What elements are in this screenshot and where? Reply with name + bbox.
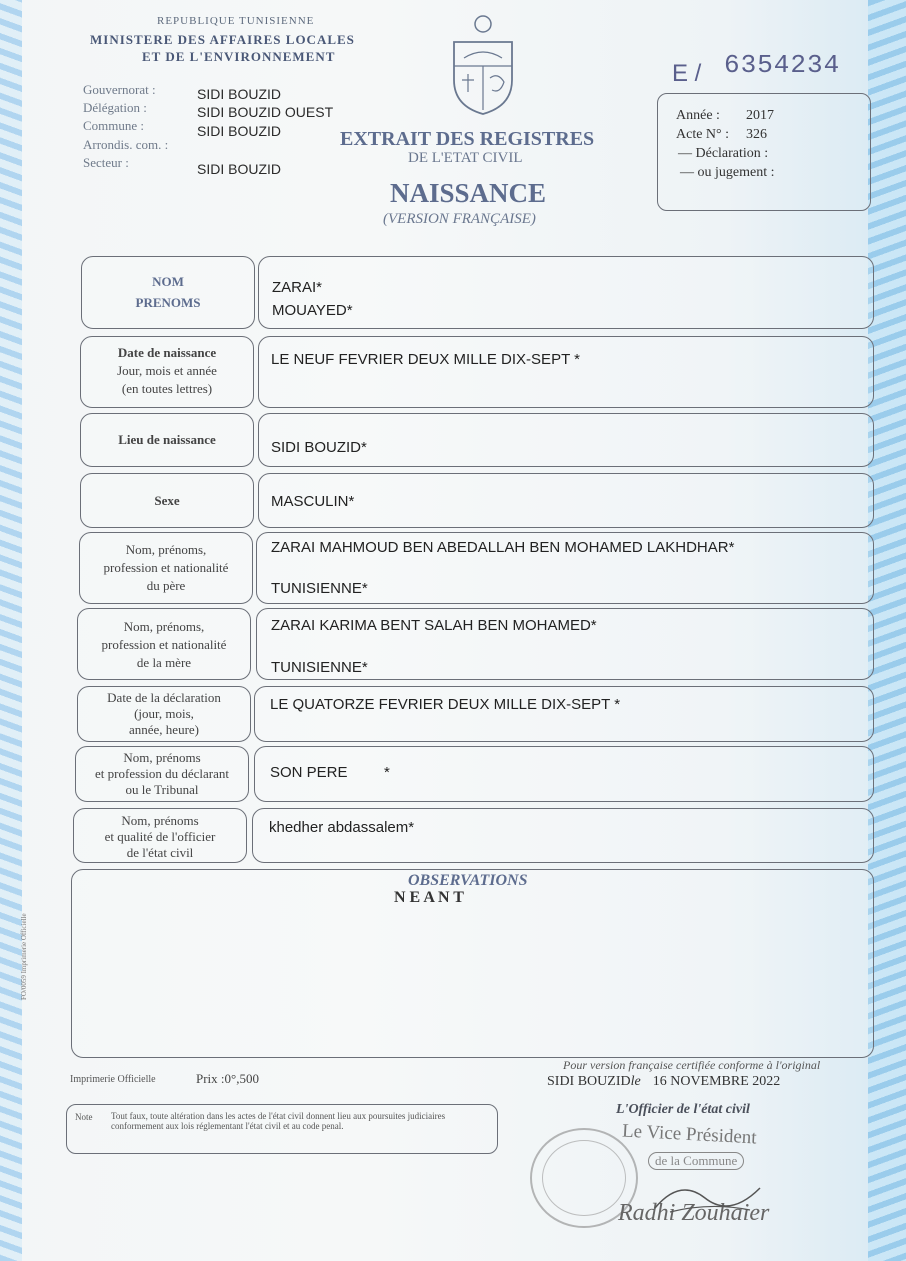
date-naissance-sublabel2: (en toutes lettres) xyxy=(121,381,213,396)
declaration-value-box xyxy=(254,686,874,742)
handwritten-signature-icon xyxy=(650,1168,770,1218)
declarant-label2: et profession du déclarant xyxy=(95,766,229,781)
serial-prefix: E / xyxy=(672,60,702,87)
declaration-value: LE QUATORZE FEVRIER DEUX MILLE DIX-SEPT * xyxy=(270,696,621,713)
delegation-value: SIDI BOUZID OUEST xyxy=(197,104,334,120)
officier-label2: et qualité de l'officier xyxy=(104,829,216,844)
mere-label3: de la mère xyxy=(136,655,192,670)
jugement-label: — ou jugement : xyxy=(680,165,775,180)
note-label: Note xyxy=(75,1112,93,1122)
decorative-left-edge xyxy=(0,0,22,1261)
side-print-text: FO/0059 Imprimerie Officielle xyxy=(20,913,28,1000)
officier-value-box xyxy=(252,808,874,863)
pere-label2: profession et nationalité xyxy=(103,560,229,575)
officier-label1: Nom, prénoms xyxy=(121,813,199,828)
sexe-label: Sexe xyxy=(154,493,180,508)
declarant-label1: Nom, prénoms xyxy=(123,750,201,765)
imprimerie-label: Imprimerie Officielle xyxy=(70,1074,156,1085)
prenoms-value: MOUAYED* xyxy=(272,302,353,319)
secteur-value: SIDI BOUZID xyxy=(197,161,282,177)
declaration-label: — Déclaration : xyxy=(678,146,769,161)
date-naissance-label: Date de naissance xyxy=(117,345,217,360)
declaration-label1: Date de la déclaration xyxy=(107,690,221,705)
commune-value: SIDI BOUZID xyxy=(197,123,282,139)
pere-value: ZARAI MAHMOUD BEN ABEDALLAH BEN MOHAMED LAKHDHAR* xyxy=(271,539,735,556)
pere-label-box xyxy=(79,532,253,604)
mere-nationalite: TUNISIENNE* xyxy=(271,659,368,676)
sexe-value-box xyxy=(258,473,874,528)
signature-name: Radhi Zouhaier xyxy=(618,1200,770,1226)
prix-label: Prix :0°,500 xyxy=(196,1071,259,1086)
gouvernorat-label: Gouvernorat : xyxy=(83,82,156,97)
nom-label: NOM xyxy=(152,274,184,289)
nom-label-box xyxy=(81,256,255,329)
date-naissance-value: LE NEUF FEVRIER DEUX MILLE DIX-SEPT * xyxy=(271,351,580,368)
declaration-label2: (jour, mois, xyxy=(134,706,194,721)
extrait-title: EXTRAIT DES REGISTRES xyxy=(340,128,595,150)
ministere-line2: ET DE L'ENVIRONNEMENT xyxy=(142,49,336,64)
declarant-label3: ou le Tribunal xyxy=(125,782,199,797)
tunisia-coat-of-arms-icon xyxy=(446,10,520,118)
lieu-label: Lieu de naissance xyxy=(118,432,216,447)
annee-value: 2017 xyxy=(746,108,774,123)
secteur-label: Secteur : xyxy=(83,155,129,170)
delegation-label: Délégation : xyxy=(83,100,147,115)
lieu-label-box xyxy=(80,413,254,467)
officier-label3: de l'état civil xyxy=(126,845,194,860)
note-box xyxy=(66,1104,498,1154)
lieu-date xyxy=(547,1074,780,1090)
declarant-value: SON PERE xyxy=(270,764,348,781)
gouvernorat-value: SIDI BOUZID xyxy=(197,86,282,102)
date-naissance-value-box xyxy=(258,336,874,408)
note-text: Tout faux, toute altération dans les actes de l'état civil donnent lieu aux poursuites judiciaires conformement aux lois réglementant l'état civil et au code penal. xyxy=(111,1111,446,1131)
prenoms-label: PRENOMS xyxy=(135,295,201,310)
reference-box xyxy=(657,93,871,211)
officier-label-box xyxy=(73,808,247,863)
declaration-label-box xyxy=(77,686,251,742)
pere-nationalite: TUNISIENNE* xyxy=(271,580,368,597)
nom-value: ZARAI* xyxy=(272,279,323,296)
lieu-date-date: 16 NOVEMBRE 2022 xyxy=(652,1074,781,1089)
stamp-text-commune: de la Commune xyxy=(648,1152,744,1170)
declarant-label-box xyxy=(75,746,249,802)
acte-label: Acte N° : xyxy=(676,127,730,142)
mere-value: ZARAI KARIMA BENT SALAH BEN MOHAMED* xyxy=(271,617,597,634)
serial-number: 6354234 xyxy=(724,50,841,80)
nom-value-box xyxy=(258,256,874,329)
lieu-date-le: le xyxy=(630,1074,641,1089)
declarant-value-box xyxy=(254,746,874,802)
mere-label1: Nom, prénoms, xyxy=(123,619,205,634)
naissance-title: NAISSANCE xyxy=(390,178,547,208)
date-naissance-sublabel: Jour, mois et année xyxy=(117,363,217,378)
pere-value-box xyxy=(256,532,874,604)
lieu-value: SIDI BOUZID* xyxy=(271,439,367,456)
observations-title: OBSERVATIONS xyxy=(408,872,528,889)
mere-label-box xyxy=(77,608,251,680)
lieu-date-city: SIDI BOUZID xyxy=(547,1074,631,1089)
ministere-line1: MINISTERE DES AFFAIRES LOCALES xyxy=(90,32,355,47)
lieu-value-box xyxy=(258,413,874,467)
pere-label3: du père xyxy=(146,578,186,593)
mere-label2: profession et nationalité xyxy=(101,637,227,652)
stamp-text-vice-president: Le Vice Président xyxy=(621,1120,758,1149)
declarant-star: * xyxy=(384,764,390,781)
date-naissance-label-box xyxy=(80,336,254,408)
republique-heading: REPUBLIQUE TUNISIENNE xyxy=(157,15,315,27)
officier-value: khedher abdassalem* xyxy=(269,819,415,836)
mere-value-box xyxy=(256,608,874,680)
acte-value: 326 xyxy=(746,127,767,142)
annee-label: Année : xyxy=(676,108,720,123)
pere-label1: Nom, prénoms, xyxy=(125,542,207,557)
observations-value: N E A N T xyxy=(394,889,464,906)
observations-box xyxy=(71,869,874,1058)
arrondissement-label: Arrondis. com. : xyxy=(83,137,169,152)
commune-label: Commune : xyxy=(83,118,145,133)
sexe-value: MASCULIN* xyxy=(271,493,355,510)
declaration-label3: année, heure) xyxy=(128,722,199,737)
officier-title: L'Officier de l'état civil xyxy=(616,1102,750,1117)
etat-civil-subtitle: DE L'ETAT CIVIL xyxy=(408,150,523,166)
certifiee-text: Pour version française certifiée conforme à l'original xyxy=(563,1058,821,1072)
sexe-label-box xyxy=(80,473,254,528)
version-francaise: (VERSION FRANÇAISE) xyxy=(383,211,536,227)
